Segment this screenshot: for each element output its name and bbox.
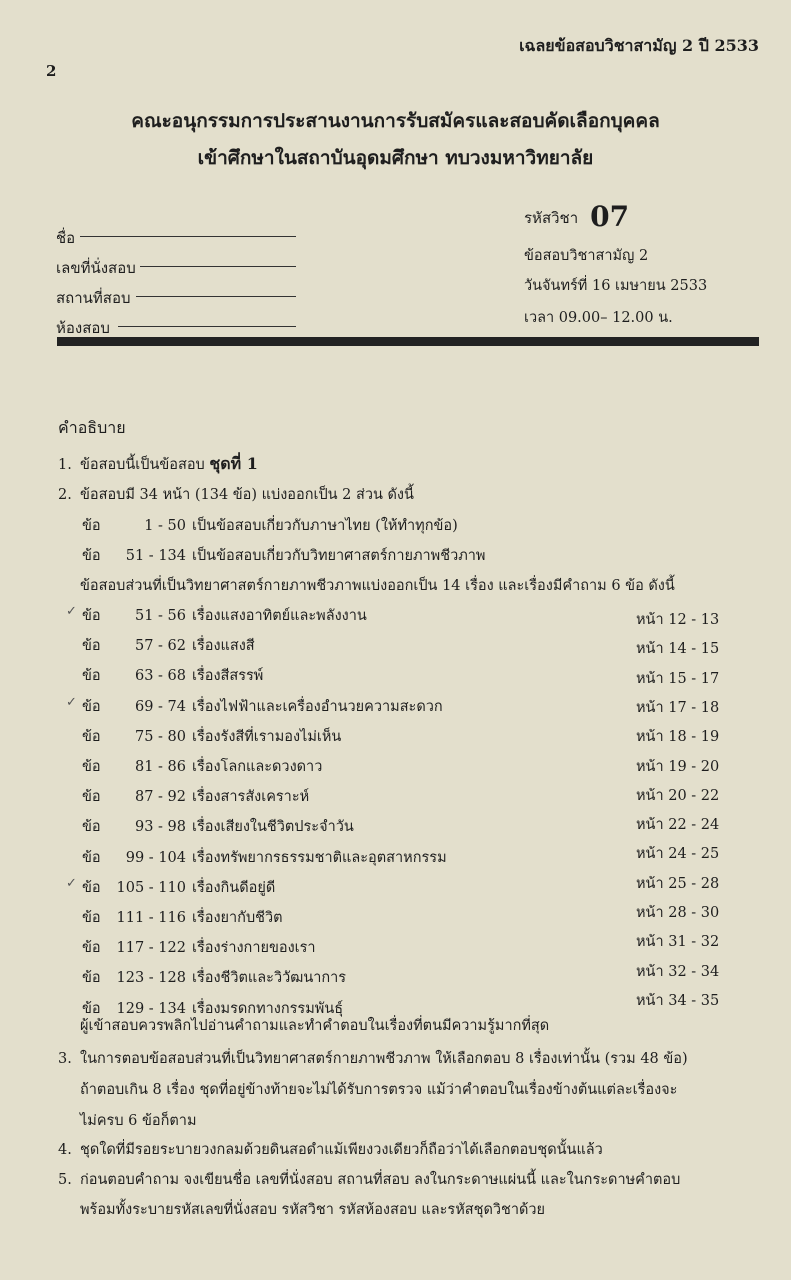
topic-range: 105 - 110: [116, 880, 186, 896]
committee-title: คณะอนุกรรมการประสานงานการรับสมัครและสอบคัดเลือกบุคคล: [131, 110, 660, 132]
topic-pages: หน้า 34 - 35: [636, 993, 720, 1009]
instructions-heading: คำอธิบาย: [58, 418, 126, 437]
topic-range: 57 - 62: [134, 638, 186, 654]
topic-range: 81 - 86: [134, 759, 186, 775]
topic-pages: หน้า 20 - 22: [636, 788, 720, 804]
instruction-4: 4. ชุดใดที่มีรอยระบายวงกลมด้วยดินสอดำแม้เพียงวงเดียวก็ถือว่าได้เลือกตอบชุดนั้นแล้ว: [58, 1142, 603, 1158]
topic-label: ข้อ: [82, 668, 101, 684]
topic-topic: เรื่องเสียงในชีวิตประจำวัน: [192, 819, 354, 835]
instruction-3-line-3: ไม่ครบ 6 ข้อก็ตาม: [80, 1113, 197, 1129]
instruction-3: 3. ในการตอบข้อสอบส่วนที่เป็นวิทยาศาสตร์กายภาพชีวภาพ ให้เลือกตอบ 8 เรื่องเท่านั้น (รวม 48 ข้อ): [58, 1051, 688, 1067]
topic-topic: เรื่องมรดกทางกรรมพันธุ์: [192, 1001, 344, 1017]
topic-pages: หน้า 14 - 15: [636, 641, 720, 657]
topic-pages: หน้า 31 - 32: [636, 934, 720, 950]
handwritten-check-icon: ✓: [66, 876, 77, 891]
topic-label: ข้อ: [82, 759, 101, 775]
topic-pages: หน้า 32 - 34: [636, 964, 720, 980]
exam-set-number: ชุดที่ 1: [209, 454, 258, 473]
topic-range: 123 - 128: [116, 970, 186, 986]
topic-row: [82, 966, 346, 989]
topic-topic: เรื่องรังสีที่เรามองไม่เห็น: [192, 729, 342, 745]
topic-range: 63 - 68: [134, 668, 186, 684]
topic-label: ข้อ: [82, 729, 101, 745]
topic-label: ข้อ: [82, 910, 101, 926]
topic-pages: หน้า 18 - 19: [636, 729, 720, 745]
topic-row: [82, 664, 263, 687]
institution-title: เข้าศึกษาในสถาบันอุดมศึกษา ทบวงมหาวิทยาลัย: [197, 147, 594, 169]
science-intro: ข้อสอบส่วนที่เป็นวิทยาศาสตร์กายภาพชีวภาพแบ่งออกเป็น 14 เรื่อง และเรื่องมีคำถาม 6 ข้อ ดังนี้: [80, 578, 675, 594]
topic-pages: หน้า 25 - 28: [636, 876, 720, 892]
topic-row: [82, 634, 255, 657]
advice-text: ผู้เข้าสอบควรพลิกไปอ่านคำถามและทำคำตอบในเรื่องที่ตนมีความรู้มากที่สุด: [80, 1018, 550, 1034]
topic-label: ข้อ: [82, 638, 101, 654]
topic-row: [82, 695, 443, 718]
topic-label: ข้อ: [82, 940, 101, 956]
topic-row: [82, 604, 367, 627]
exam-time: เวลา 09.00– 12.00 น.: [524, 310, 673, 326]
topic-topic: เรื่องโลกและดวงดาว: [192, 759, 323, 775]
topic-row: [82, 815, 354, 838]
topic-label: ข้อ: [82, 880, 101, 896]
topic-range: 87 - 92: [134, 789, 186, 805]
topic-range: 51 - 56: [134, 608, 186, 624]
topic-row: [82, 876, 275, 899]
header-divider: [57, 337, 759, 346]
topic-topic: เรื่องแสงอาทิตย์และพลังงาน: [192, 608, 367, 624]
instruction-3-line-2: ถ้าตอบเกิน 8 เรื่อง ชุดที่อยู่ข้างท้ายจะไม่ได้รับการตรวจ แม้ว่าคำตอบในเรื่องข้างต้นแต่ละเรื่องจะ: [80, 1082, 678, 1098]
topic-row: [82, 785, 309, 808]
seat-number-label: เลขที่นั่งสอบ: [56, 259, 136, 277]
exam-room-blank: [118, 326, 296, 327]
topic-range: 93 - 98: [134, 819, 186, 835]
topic-pages: หน้า 28 - 30: [636, 905, 720, 921]
handwritten-check-icon: ✓: [66, 695, 77, 710]
topic-range: 69 - 74: [134, 699, 186, 715]
topic-range: 129 - 134: [116, 1001, 186, 1017]
name-blank: [80, 236, 296, 237]
topic-topic: เรื่องสารสังเคราะห์: [192, 789, 310, 805]
topic-pages: หน้า 12 - 13: [636, 612, 720, 628]
topic-pages: หน้า 24 - 25: [636, 846, 720, 862]
subject-code-label: รหัสวิชา: [524, 209, 579, 227]
topic-pages: หน้า 22 - 24: [636, 817, 720, 833]
exam-place-blank: [136, 296, 296, 297]
subject-code: [524, 200, 629, 233]
exam-room-label: ห้องสอบ: [56, 319, 110, 337]
topic-label: ข้อ: [82, 1001, 101, 1017]
topic-label: ข้อ: [82, 970, 101, 986]
topic-topic: เรื่องชีวิตและวิวัฒนาการ: [192, 970, 347, 986]
topic-label: ข้อ: [82, 819, 101, 835]
topic-topic: เรื่องกินดีอยู่ดี: [192, 880, 276, 896]
topic-topic: เรื่องร่างกายของเรา: [192, 940, 316, 956]
topic-pages: หน้า 15 - 17: [636, 671, 720, 687]
instruction-5-line-2: พร้อมทั้งระบายรหัสเลขที่นั่งสอบ รหัสวิชา รหัสห้องสอบ และรหัสชุดวิชาด้วย: [80, 1202, 546, 1218]
series-title: เฉลยข้อสอบวิชาสามัญ 2 ปี 2533: [519, 36, 759, 55]
exam-date: วันจันทร์ที่ 16 เมษายน 2533: [524, 278, 708, 294]
topic-range: 111 - 116: [116, 910, 186, 926]
subject-name: ข้อสอบวิชาสามัญ 2: [524, 248, 649, 264]
topic-row: [82, 906, 283, 929]
topic-label: ข้อ: [82, 850, 101, 866]
handwritten-check-icon: ✓: [66, 604, 77, 619]
topic-label: ข้อ: [82, 699, 101, 715]
topic-label: ข้อ: [82, 789, 101, 805]
topic-row: [82, 755, 322, 778]
topic-row: [82, 725, 341, 748]
instruction-5: 5. ก่อนตอบคำถาม จงเขียนชื่อ เลขที่นั่งสอบ สถานที่สอบ ลงในกระดาษแผ่นนี้ และในกระดาษคำตอบ: [58, 1172, 681, 1188]
topic-label: ข้อ: [82, 608, 101, 624]
topic-topic: เรื่องสีสรรพ์: [192, 668, 264, 684]
topic-pages: หน้า 19 - 20: [636, 759, 720, 775]
seat-number-blank: [140, 266, 296, 267]
topic-range: 99 - 104: [125, 850, 186, 866]
part-thai: ข้อ 1 - 50 เป็นข้อสอบเกี่ยวกับภาษาไทย (ให้ทำทุกข้อ): [82, 518, 458, 534]
topic-pages: หน้า 17 - 18: [636, 700, 720, 716]
part-science: ข้อ 51 - 134 เป็นข้อสอบเกี่ยวกับวิทยาศาสตร์กายภาพชีวภาพ: [82, 548, 486, 564]
subject-code-value: 07: [590, 200, 630, 233]
topic-topic: เรื่องไฟฟ้าและเครื่องอำนวยความสะดวก: [192, 699, 443, 715]
topic-row: [82, 846, 447, 869]
topic-range: 117 - 122: [116, 940, 186, 956]
instruction-2: 2. ข้อสอบมี 34 หน้า (134 ข้อ) แบ่งออกเป็น 2 ส่วน ดังนี้: [58, 487, 414, 503]
topic-topic: เรื่องทรัพยากรธรรมชาติและอุตสาหกรรม: [192, 850, 447, 866]
topic-row: [82, 936, 316, 959]
topic-range: 75 - 80: [134, 729, 186, 745]
page-number: 2: [46, 62, 57, 80]
exam-place-label: สถานที่สอบ: [56, 289, 131, 307]
name-label: ชื่อ: [56, 229, 76, 247]
topic-topic: เรื่องแสงสี: [192, 638, 255, 654]
topic-topic: เรื่องยากับชีวิต: [192, 910, 283, 926]
instruction-1: 1. ข้อสอบนี้เป็นข้อสอบ ชุดที่ 1: [58, 454, 258, 473]
